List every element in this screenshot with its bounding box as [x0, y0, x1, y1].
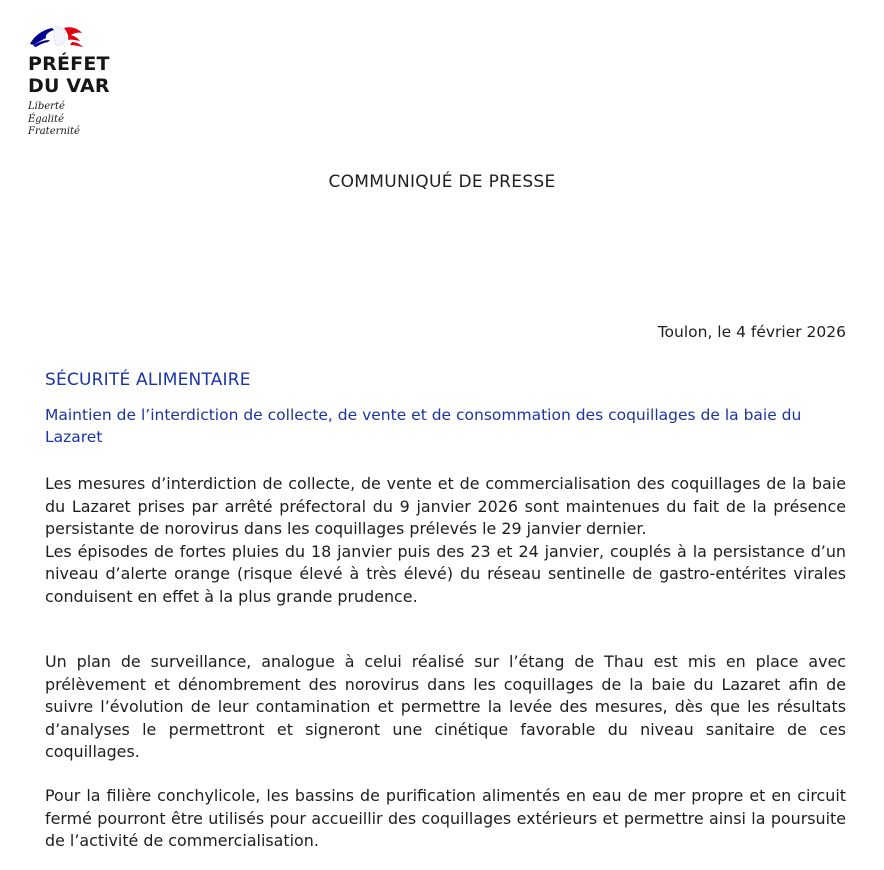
place-and-date: Toulon, le 4 février 2026: [657, 323, 846, 341]
motto-liberte: Liberté: [28, 101, 65, 112]
republic-motto: [28, 101, 168, 139]
prefect-name: [28, 53, 168, 97]
article-subtitle: Maintien de l’interdiction de collecte, de vente et de consommation des coquillages de la baie du Lazaret: [45, 406, 802, 446]
paragraph-1-part-b: Les épisodes de fortes pluies du 18 janvier puis des 23 et 24 janvier, couplés à la persistance d’un niveau d’alerte orange (risque élevé à très élevé) du réseau sentinelle de gastro-entérites virales conduisent en effet à la plus grande prudence.: [45, 541, 846, 606]
document-type-title: COMMUNIQUÉ DE PRESSE: [328, 172, 556, 192]
prefecture-logo: [28, 24, 168, 139]
paragraph-3: [45, 785, 846, 853]
paragraph-3-text: Pour la filière conchylicole, les bassins de purification alimentés en eau de mer propre et en circuit fermé pourront être utilisés pour accueillir des coquillages extérieurs et permettre ainsi la poursuite de l’activité de commercialisation.: [45, 786, 846, 850]
paragraph-1-part-a: Les mesures d’interdiction de collecte, de vente et de commercialisation des coquillages de la baie du Lazaret prises par arrêté préfectoral du 9 janvier 2026 sont maintenues du fait de la présence persistante de norovirus dans les coquillages prélevés le 29 janvier dernier.: [45, 474, 846, 538]
marianne-emblem-icon: [28, 24, 90, 48]
paragraph-2-text: Un plan de surveillance, analogue à celui réalisé sur l’étang de Thau est mis en place avec prélèvement et dénombrement des norovirus dans les coquillages de la baie du Lazaret afin de suivre l’évolution de leur contamination et permettre la levée des mesures, dès que les résultats d’analyses le permettront et signeront une cinétique favorable du niveau sanitaire de ces coquillages.: [45, 652, 846, 761]
paragraph-2: [45, 651, 846, 764]
prefect-name-line1: PRÉFET: [28, 53, 110, 75]
section-title: SÉCURITÉ ALIMENTAIRE: [45, 370, 251, 390]
prefect-name-line2: DU VAR: [28, 75, 110, 97]
motto-egalite: Égalité: [28, 113, 64, 125]
paragraph-1: [45, 473, 846, 608]
motto-fraternite: Fraternité: [28, 126, 80, 137]
